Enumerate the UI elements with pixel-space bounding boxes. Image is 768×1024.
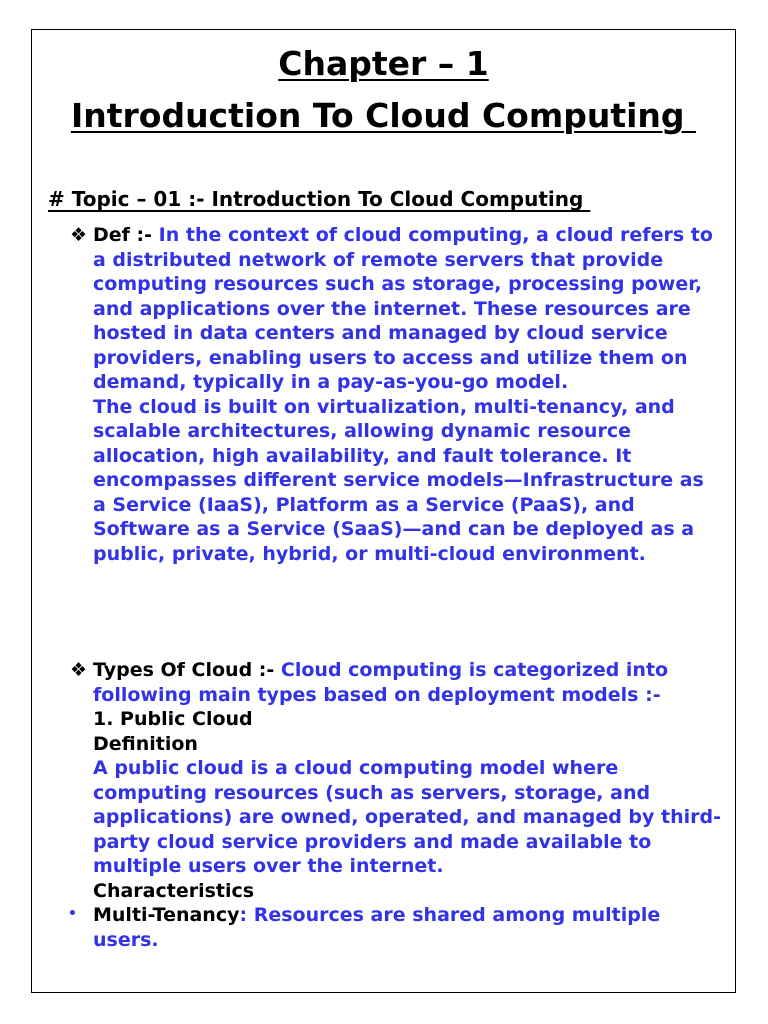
types-label: Types Of Cloud :- [93, 659, 275, 681]
diamond-bullet-icon: ❖ [70, 659, 88, 681]
definition-section [70, 223, 723, 566]
diamond-bullet-icon: ❖ [70, 224, 88, 246]
def-text-2: The cloud is built on virtualization, multi-tenancy, and scalable architectures, allowing dynamic resource allocation, high availability, and fault tolerance. It encompasses different service models—Infrastructure as a Service (IaaS), Platform as a Service (PaaS), and Software as a Service (SaaS)—and can be deployed as a public, private, hybrid, or multi-cloud environment. [93, 395, 704, 565]
public-cloud-heading: 1. Public Cloud [93, 708, 253, 730]
bullet-dot-icon: • [68, 906, 77, 922]
char-term: Multi-Tenancy [93, 904, 240, 926]
def-label: Def :- [93, 224, 153, 246]
types-text: Cloud computing is categorized into following main types based on deployment models :- [93, 659, 669, 706]
definition-text: A public cloud is a cloud computing model where computing resources (such as servers, storage, and applications) are owned, operated, and managed by third-party cloud service providers and made available to multiple users over the internet. [93, 757, 722, 877]
topic-heading: # Topic – 01 :- Introduction To Cloud Computing [48, 187, 591, 211]
page-title: Introduction To Cloud Computing [70, 96, 697, 135]
char-desc: : Resources are shared among multiple users. [93, 904, 661, 951]
document-page [31, 29, 736, 993]
list-item [68, 903, 723, 952]
def-text: In the context of cloud computing, a cloud refers to a distributed network of remote servers that provide computing resources such as storage, processing power, and applications over the internet. These resources are hosted in data centers and managed by cloud service providers, enabling users to access and utilize them on demand, typically in a pay-as-you-go model. [93, 224, 713, 393]
types-section [68, 658, 723, 952]
definition-heading: Definition [93, 732, 198, 755]
characteristics-heading: Characteristics [93, 879, 255, 902]
chapter-heading: Chapter – 1 [278, 44, 489, 83]
